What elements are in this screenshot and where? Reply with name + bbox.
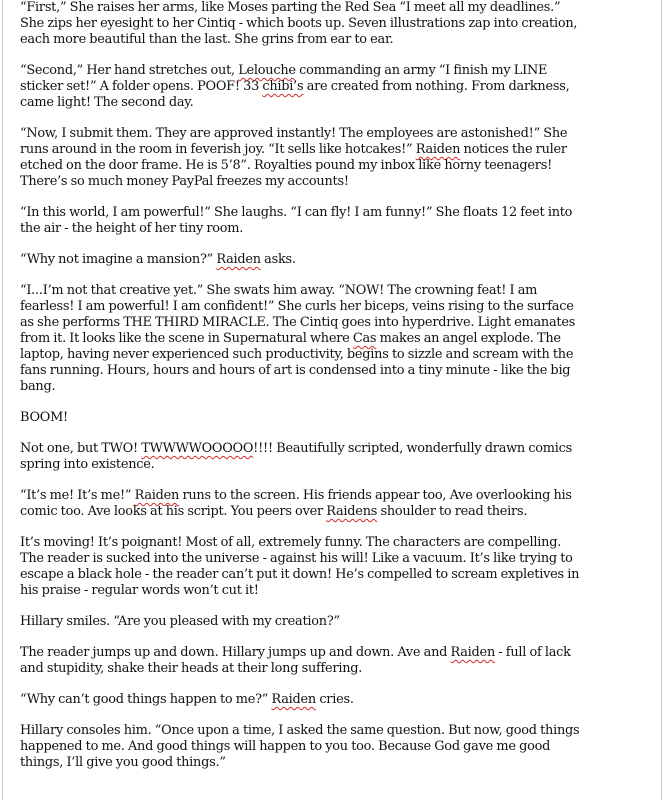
text-line: the air - the height of her tiny room. [20, 221, 244, 236]
text-line: his praise - regular words won’t cut it! [20, 583, 259, 598]
misspelled-word[interactable]: TWWWWOOOOO [141, 441, 254, 456]
paragraph [20, 692, 646, 708]
text-line: as she performs THE THIRD MIRACLE. The Cintiq goes into hyperdrive. Light emanates [20, 315, 576, 330]
text-line: Hillary smiles. “Are you pleased with my creation?” [20, 614, 340, 629]
paragraph [20, 645, 646, 677]
text-line: “It’s me! It’s me!” Raiden runs to the screen. His friends appear too, Ave overlooking his [20, 488, 572, 503]
paragraph [20, 0, 646, 48]
paragraph [20, 723, 646, 771]
text-line: BOOM! [20, 410, 68, 425]
text-line: The reader jumps up and down. Hillary jumps up and down. Ave and Raiden - full of lack [20, 645, 571, 660]
text-line: “Why can’t good things happen to me?” Raiden cries. [20, 692, 354, 707]
misspelled-word[interactable]: Raiden [271, 692, 316, 707]
text-line: came light! The second day. [20, 95, 194, 110]
paragraph [20, 410, 646, 426]
paragraph [20, 205, 646, 237]
text-line: sticker set!” A folder opens. POOF! 33 chibi’s are created from nothing. From darkness, [20, 79, 570, 94]
text-line: bang. [20, 379, 56, 394]
paragraph [20, 488, 646, 520]
text-line: She zips her eyesight to her Cintiq - which boots up. Seven illustrations zap into creation, [20, 16, 578, 31]
misspelled-word[interactable]: Raiden [134, 488, 180, 503]
text-line: “Now, I submit them. They are approved instantly! The employees are astonished!” She [20, 126, 568, 141]
misspelled-word[interactable]: Raiden [450, 645, 495, 660]
misspelled-word[interactable]: chibi’s [262, 79, 304, 94]
text-line: each more beautiful than the last. She grins from ear to ear. [20, 32, 394, 47]
text-line: runs around in the room in feverish joy. “It sells like hotcakes!” Raiden notices the ruler [20, 142, 567, 157]
text-line: Not one, but TWO! TWWWWOOOOO!!!! Beautifully scripted, wonderfully drawn comics [20, 441, 572, 456]
text-line: etched on the door frame. He is 5’8”. Royalties pound my inbox like horny teenagers! [20, 158, 552, 173]
paragraph [20, 126, 646, 190]
text-line: “First,” She raises her arms, like Moses parting the Red Sea “I meet all my deadlines.” [20, 0, 561, 15]
paragraph [20, 535, 646, 599]
text-line: fearless! I am powerful! I am confident!” She curls her biceps, veins rising to the surface [20, 299, 574, 314]
page-border-right [661, 0, 662, 800]
text-line: Hillary consoles him. “Once upon a time, I asked the same question. But now, good things [20, 723, 580, 738]
paragraph [20, 283, 646, 395]
paragraph [20, 441, 646, 473]
text-line: from it. It looks like the scene in Supernatural where Cas makes an angel explode. The [20, 331, 561, 346]
misspelled-word[interactable]: Raiden [216, 252, 261, 267]
text-line: comic too. Ave looks at his script. You peers over Raidens shoulder to read theirs. [20, 504, 528, 519]
paragraph [20, 252, 646, 268]
text-line: “Second,” Her hand stretches out, Lelouche commanding an army “I finish my LINE [20, 63, 548, 78]
page-border-left [2, 0, 3, 800]
text-line: “In this world, I am powerful!” She laughs. “I can fly! I am funny!” She floats 12 feet into [20, 205, 573, 220]
paragraph [20, 614, 646, 630]
misspelled-word[interactable]: Lelouche [238, 63, 296, 78]
text-line: fans running. Hours, hours and hours of art is condensed into a tiny minute - like the big [20, 363, 571, 378]
text-line: laptop, having never experienced such productivity, begins to sizzle and scream with the [20, 347, 574, 362]
text-line: spring into existence. [20, 457, 155, 472]
text-line: and stupidity, shake their heads at their long suffering. [20, 661, 363, 676]
text-line: The reader is sucked into the universe - against his will! Like a vacuum. It’s like trying to [20, 551, 573, 566]
paragraph [20, 63, 646, 111]
text-line: “Why not imagine a mansion?” Raiden asks. [20, 252, 296, 267]
text-line: happened to me. And good things will happen to you too. Because God gave me good [20, 739, 551, 754]
text-line: It’s moving! It’s poignant! Most of all, extremely funny. The characters are compelling. [20, 535, 562, 550]
misspelled-word[interactable]: Raidens [326, 504, 378, 519]
document-body[interactable] [20, 0, 646, 786]
misspelled-word[interactable]: Raiden [415, 142, 461, 157]
text-line: There’s so much money PayPal freezes my accounts! [20, 174, 349, 189]
text-line: “I...I’m not that creative yet.” She swats him away. “NOW! The crowning feat! I am [20, 283, 538, 298]
text-line: escape a black hole - the reader can’t put it down! He’s compelled to scream expletives in [20, 567, 580, 582]
misspelled-word[interactable]: Cas [352, 331, 377, 346]
text-line: things, I’ll give you good things.” [20, 755, 226, 770]
